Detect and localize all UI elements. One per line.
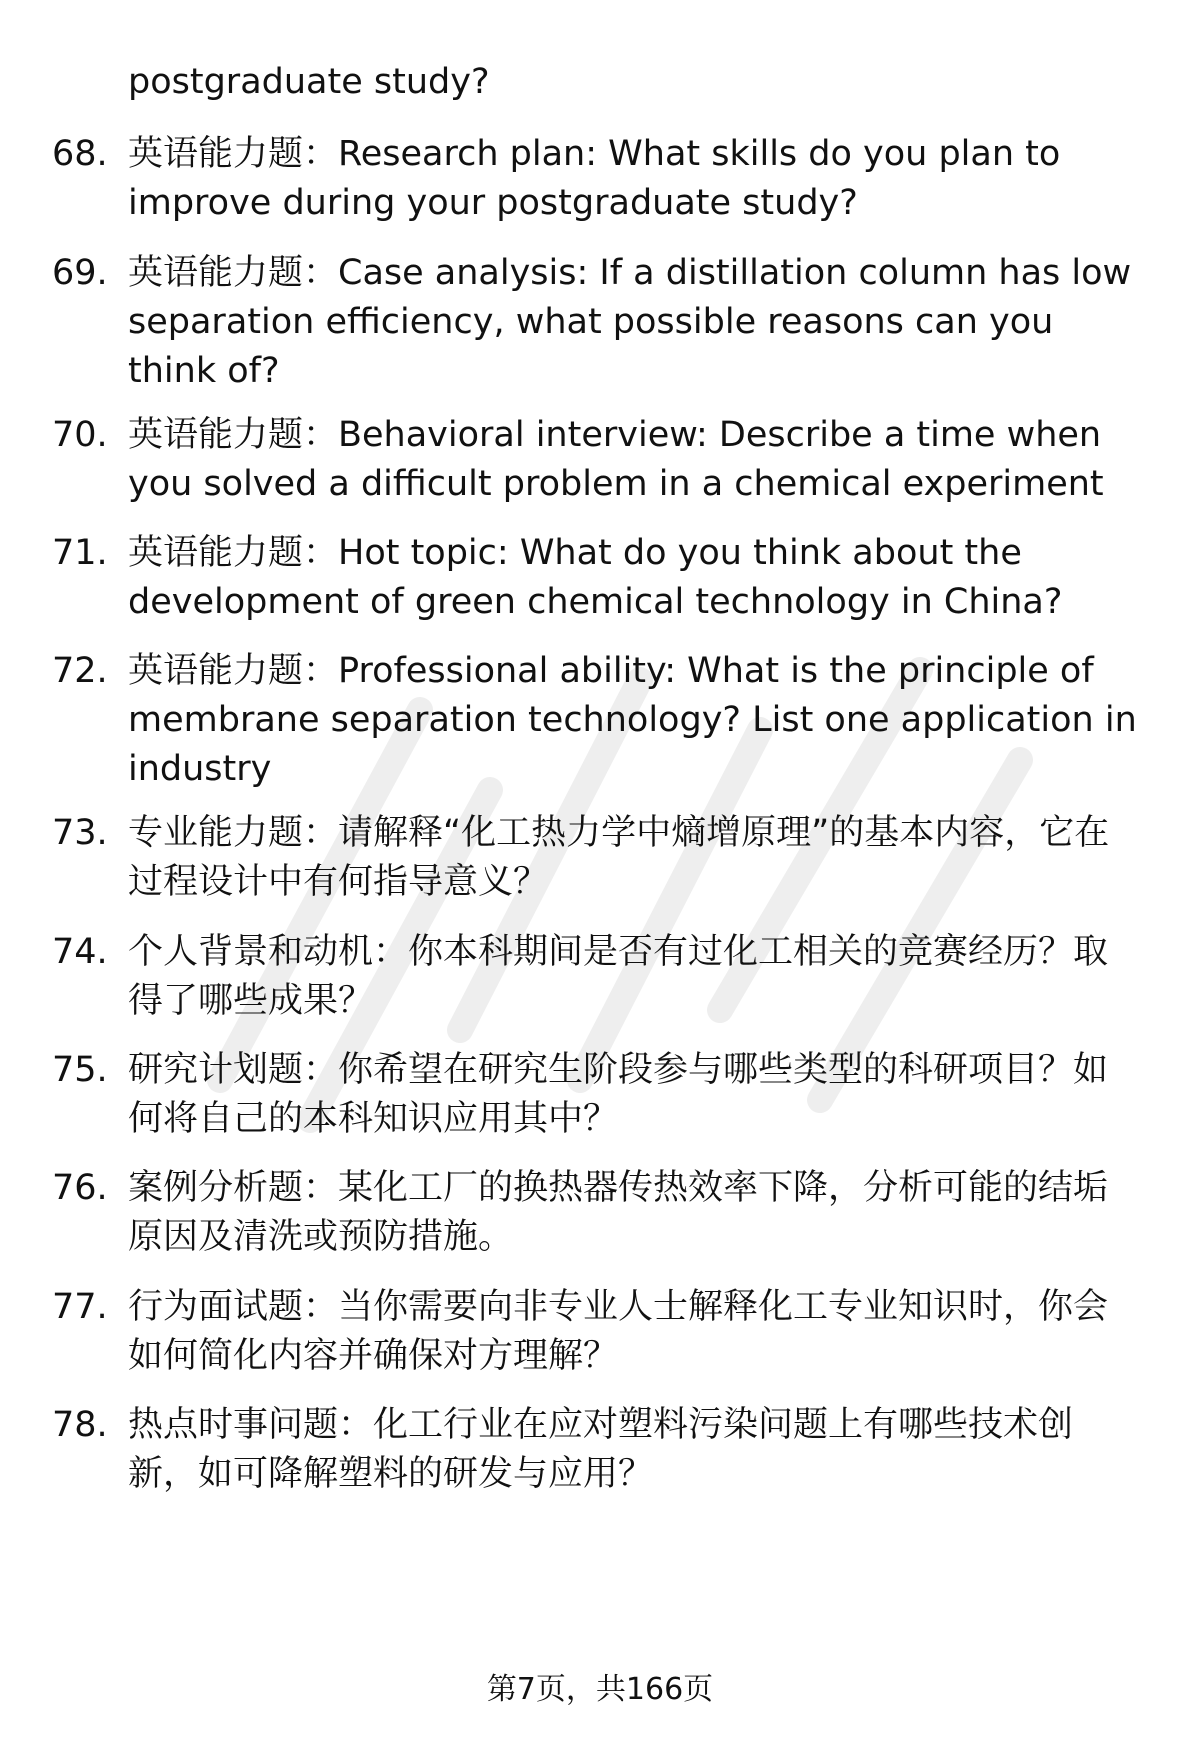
item-number: 78.	[52, 1405, 108, 1445]
item-number: 77.	[52, 1287, 108, 1327]
item-text: 行为面试题：当你需要向非专业人士解释化工专业知识时，你会如何简化内容并确保对方理解？	[128, 1287, 1109, 1376]
item-text: 英语能力题：Hot topic: What do you think about the development of green chemical technology in China?	[128, 533, 1063, 622]
item-number: 74.	[52, 932, 108, 972]
item-number: 70.	[52, 415, 108, 455]
item-text: 专业能力题：请解释“化工热力学中熵增原理”的基本内容，它在过程设计中有何指导意义？	[128, 813, 1110, 902]
item-text: 英语能力题：Research plan: What skills do you plan to improve during your postgraduate study?	[128, 134, 1061, 223]
item-number: 75.	[52, 1050, 108, 1090]
item-text: 英语能力题：Behavioral interview: Describe a time when you solved a difficult problem in a chemical experiment	[128, 415, 1104, 504]
item-number: 69.	[52, 253, 108, 293]
item-text: 英语能力题：Professional ability: What is the principle of membrane separation technology? List one application in industry	[128, 651, 1137, 789]
item-number: 73.	[52, 813, 108, 853]
item-text: 英语能力题：Case analysis: If a distillation column has low separation efficiency, what possible reasons can you think of?	[128, 253, 1132, 391]
item-text: 研究计划题：你希望在研究生阶段参与哪些类型的科研项目？如何将自己的本科知识应用其中？	[128, 1050, 1109, 1139]
item-text: 案例分析题：某化工厂的换热器传热效率下降，分析可能的结垢原因及清洗或预防措施。	[128, 1168, 1109, 1257]
item-number: 72.	[52, 651, 108, 691]
continuation-text: postgraduate study?	[128, 62, 490, 102]
item-number: 68.	[52, 134, 108, 174]
item-text: 个人背景和动机：你本科期间是否有过化工相关的竞赛经历？取得了哪些成果？	[128, 932, 1109, 1021]
page-footer: 第7页，共166页	[486, 1672, 714, 1707]
item-number: 76.	[52, 1168, 108, 1208]
item-number: 71.	[52, 533, 108, 573]
item-text: 热点时事问题：化工行业在应对塑料污染问题上有哪些技术创新，如可降解塑料的研发与应用？	[128, 1405, 1074, 1494]
